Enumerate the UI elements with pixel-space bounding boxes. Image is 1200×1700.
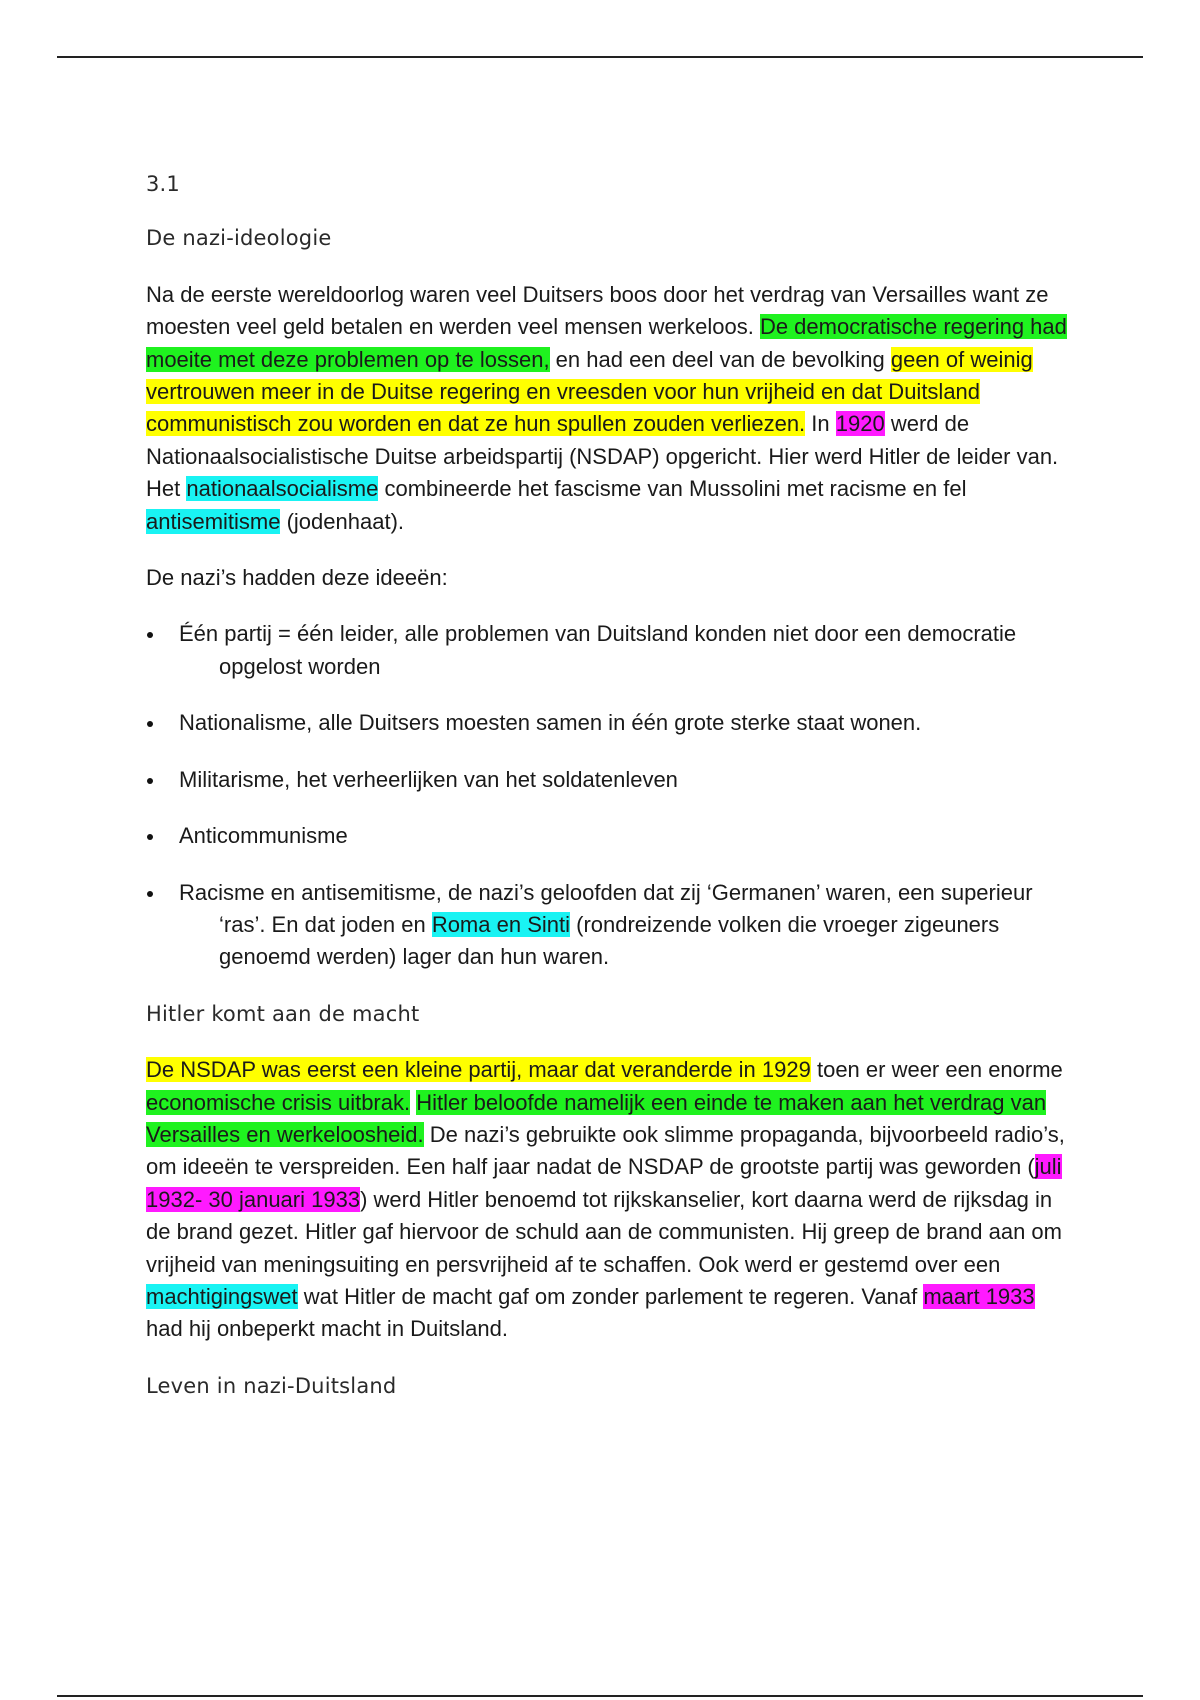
text-run: wat Hitler de macht gaf om zonder parlement te regeren. Vanaf [297,1283,924,1309]
highlight-cyan: machtigingswet [146,1283,298,1309]
highlight-green: De democratische regering had moeite met deze problemen op te lossen, [146,314,1067,372]
highlight-magenta: 1920 [835,411,885,437]
text-run: (jodenhaat). [280,508,405,534]
list-item: Nationalisme, alle Duitsers moesten samen in één grote sterke staat wonen. [146,707,1076,739]
highlight-cyan: antisemitisme [146,508,281,534]
highlight-green: economische crisis uitbrak. [146,1089,411,1115]
text-run: had hij onbeperkt macht in Duitsland. [146,1316,508,1342]
text-run: combineerde het fascisme van Mussolini met racisme en fel [378,476,967,502]
ideas-intro: De nazi’s hadden deze ideeën: [146,565,448,591]
text-run: ) werd Hitler benoemd tot rijkskanselier, kort daarna werd de rijksdag in de brand gezet. Hitler gaf hiervoor de schuld aan de communisten. Hij greep de brand aan om vrijheid van meningsuiting en persvrijheid af te schaffen. Ook werd er gestemd over een [146,1186,1062,1277]
text-run: werd de Nationaalsocialistische Duitse arbeidspartij (NSDAP) opgericht. Hier werd Hitler de leider van. Het [146,411,1059,502]
heading-hitler-macht: Hitler komt aan de macht [146,1001,420,1026]
text-run: Na de eerste wereldoorlog waren veel Duitsers boos door het verdrag van Versailles want ze moesten veel geld betalen en werden veel mensen werkeloos. [146,281,1049,340]
heading-nazi-ideologie: De nazi-ideologie [146,226,332,251]
highlight-cyan: nationaalsocialisme [186,476,379,502]
list-item: Anticommunisme [146,820,1076,852]
text-run: toen er weer een enorme [810,1057,1063,1083]
text-run: Racisme en antisemitisme, de nazi’s geloofden dat zij ‘Germanen’ waren, een superieur ‘ras’. En dat joden en [179,879,1033,937]
highlight-green: Hitler beloofde namelijk een einde te maken aan het verdrag van Versailles en werkeloosheid. [146,1089,1047,1147]
paragraph-background [146,279,1076,538]
list-item: Militarisme, het verheerlijken van het soldatenleven [146,764,1076,796]
top-rule [57,56,1143,58]
text-run: De nazi’s gebruikte ook slimme propaganda, bijvoorbeeld radio’s, om ideeën te verspreiden. Een half jaar nadat de NSDAP de grootste partij was geworden ( [146,1121,1065,1180]
highlight-yellow: geen of weinig vertrouwen meer in de Duitse regering en vreesden voor hun vrijheid en dat Duitsland communistisch zou worden en dat ze hun spullen zouden verliezen. [146,346,1033,437]
section-number: 3.1 [146,172,180,196]
highlight-cyan: Roma en Sinti [431,911,570,937]
bottom-rule [57,1695,1143,1697]
highlight-yellow: De NSDAP was eerst een kleine partij, maar dat veranderde in 1929 [146,1057,811,1083]
list-item: Één partij = één leider, alle problemen van Duitsland konden niet door een democratie opgelost worden [146,618,1076,683]
highlight-magenta: maart 1933 [923,1283,1035,1309]
text-run: en had een deel van de bevolking [549,346,891,372]
text-run: In [805,411,836,437]
document-body [146,168,1076,1426]
ideas-list [146,618,1076,973]
text-run: (rondreizende volken die vroeger zigeuners genoemd werden) lager dan hun waren. [219,911,1000,970]
list-item [146,877,1076,974]
highlight-magenta: juli 1932- 30 januari 1933 [146,1154,1062,1212]
paragraph-rise-to-power [146,1054,1076,1346]
heading-leven-nazi-duitsland: Leven in nazi-Duitsland [146,1373,397,1398]
